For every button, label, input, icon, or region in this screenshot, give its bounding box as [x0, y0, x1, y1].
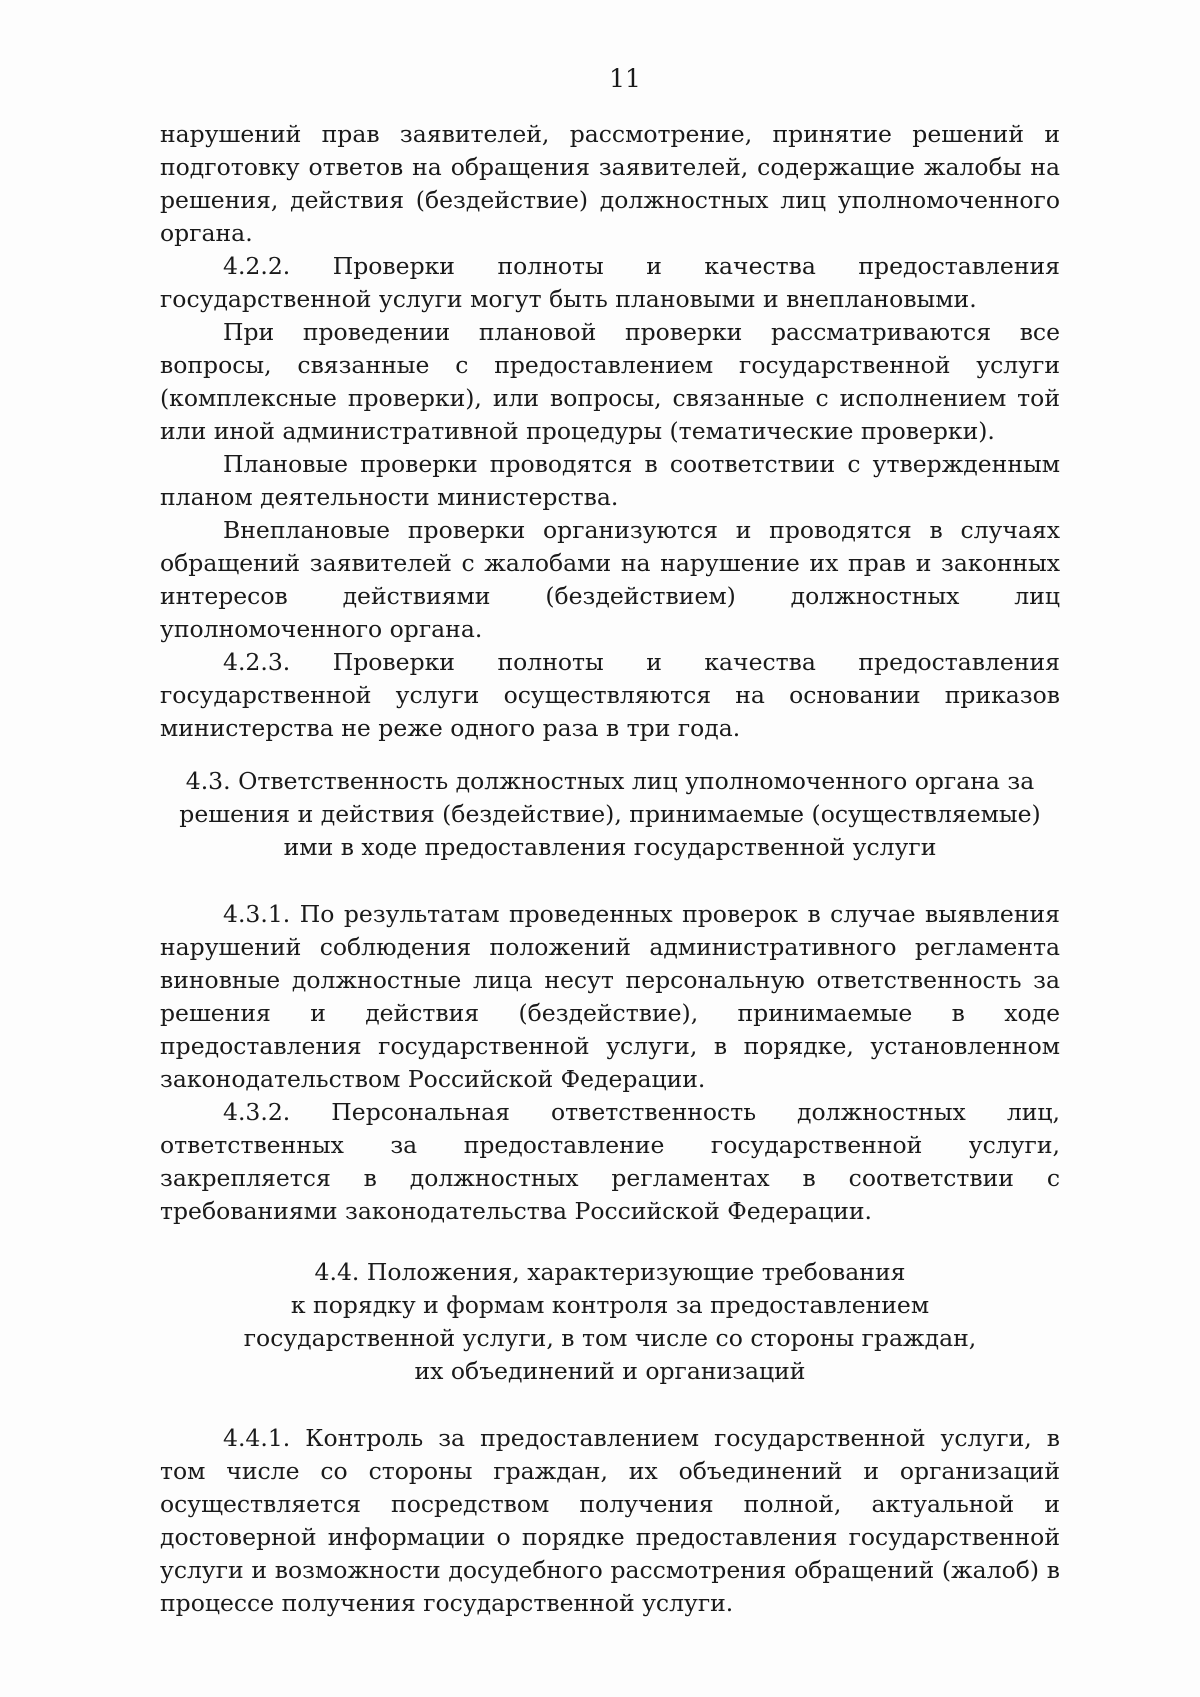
paragraph-4-2-2: 4.2.2. Проверки полноты и качества предоставления государственной услуги могут быть плановыми и внеплановыми.: [160, 252, 1060, 313]
page-number: 11: [609, 64, 641, 93]
document-body: [160, 118, 1060, 1620]
section-heading-4-4-line: государственной услуги, в том числе со стороны граждан,: [243, 1324, 977, 1352]
section-heading-4-3: 4.3. Ответственность должностных лиц уполномоченного органа за решения и действия (бездействие), принимаемые (осуществляемые) ими в ходе предоставления государственной услуги: [179, 767, 1041, 861]
paragraph-unplanned-checks: Внеплановые проверки организуются и проводятся в случаях обращений заявителей с жалобами на нарушение их прав и законных интересов действиями (бездействием) должностных лиц уполномоченного органа.: [160, 516, 1060, 643]
section-heading-4-4-line: 4.4. Положения, характеризующие требования: [314, 1258, 906, 1286]
paragraph-4-3-2: 4.3.2. Персональная ответственность должностных лиц, ответственных за предоставление государственной услуги, закрепляется в должностных регламентах в соответствии с требованиями законодательства Российской Федерации.: [160, 1098, 1060, 1225]
section-heading-4-4-line: их объединений и организаций: [414, 1357, 806, 1385]
paragraph-planned-schedule: Плановые проверки проводятся в соответствии с утвержденным планом деятельности министерства.: [160, 450, 1060, 511]
paragraph-4-2-3: 4.2.3. Проверки полноты и качества предоставления государственной услуги осуществляются на основании приказов министерства не реже одного раза в три года.: [160, 648, 1060, 742]
section-heading-4-4-line: к порядку и формам контроля за предоставлением: [290, 1291, 930, 1319]
paragraph-continuation: нарушений прав заявителей, рассмотрение, принятие решений и подготовку ответов на обращения заявителей, содержащие жалобы на решения, действия (бездействие) должностных лиц уполномоченного органа.: [160, 120, 1060, 247]
paragraph-planned-checks: При проведении плановой проверки рассматриваются все вопросы, связанные с предоставлением государственной услуги (комплексные проверки), или вопросы, связанные с исполнением той или иной административной процедуры (тематические проверки).: [160, 318, 1060, 445]
paragraph-4-3-1: 4.3.1. По результатам проведенных проверок в случае выявления нарушений соблюдения положений административного регламента виновные должностные лица несут персональную ответственность за решения и действия (бездействие), принимаемые в ходе предоставления государственной услуги, в порядке, установленном законодательством Российской Федерации.: [160, 900, 1060, 1093]
paragraph-4-4-1: 4.4.1. Контроль за предоставлением государственной услуги, в том числе со стороны граждан, их объединений и организаций осуществляется посредством получения полной, актуальной и достоверной информации о порядке предоставления государственной услуги и возможности досудебного рассмотрения обращений (жалоб) в процессе получения государственной услуги.: [160, 1424, 1060, 1617]
section-heading-4-4: [160, 1256, 1060, 1388]
